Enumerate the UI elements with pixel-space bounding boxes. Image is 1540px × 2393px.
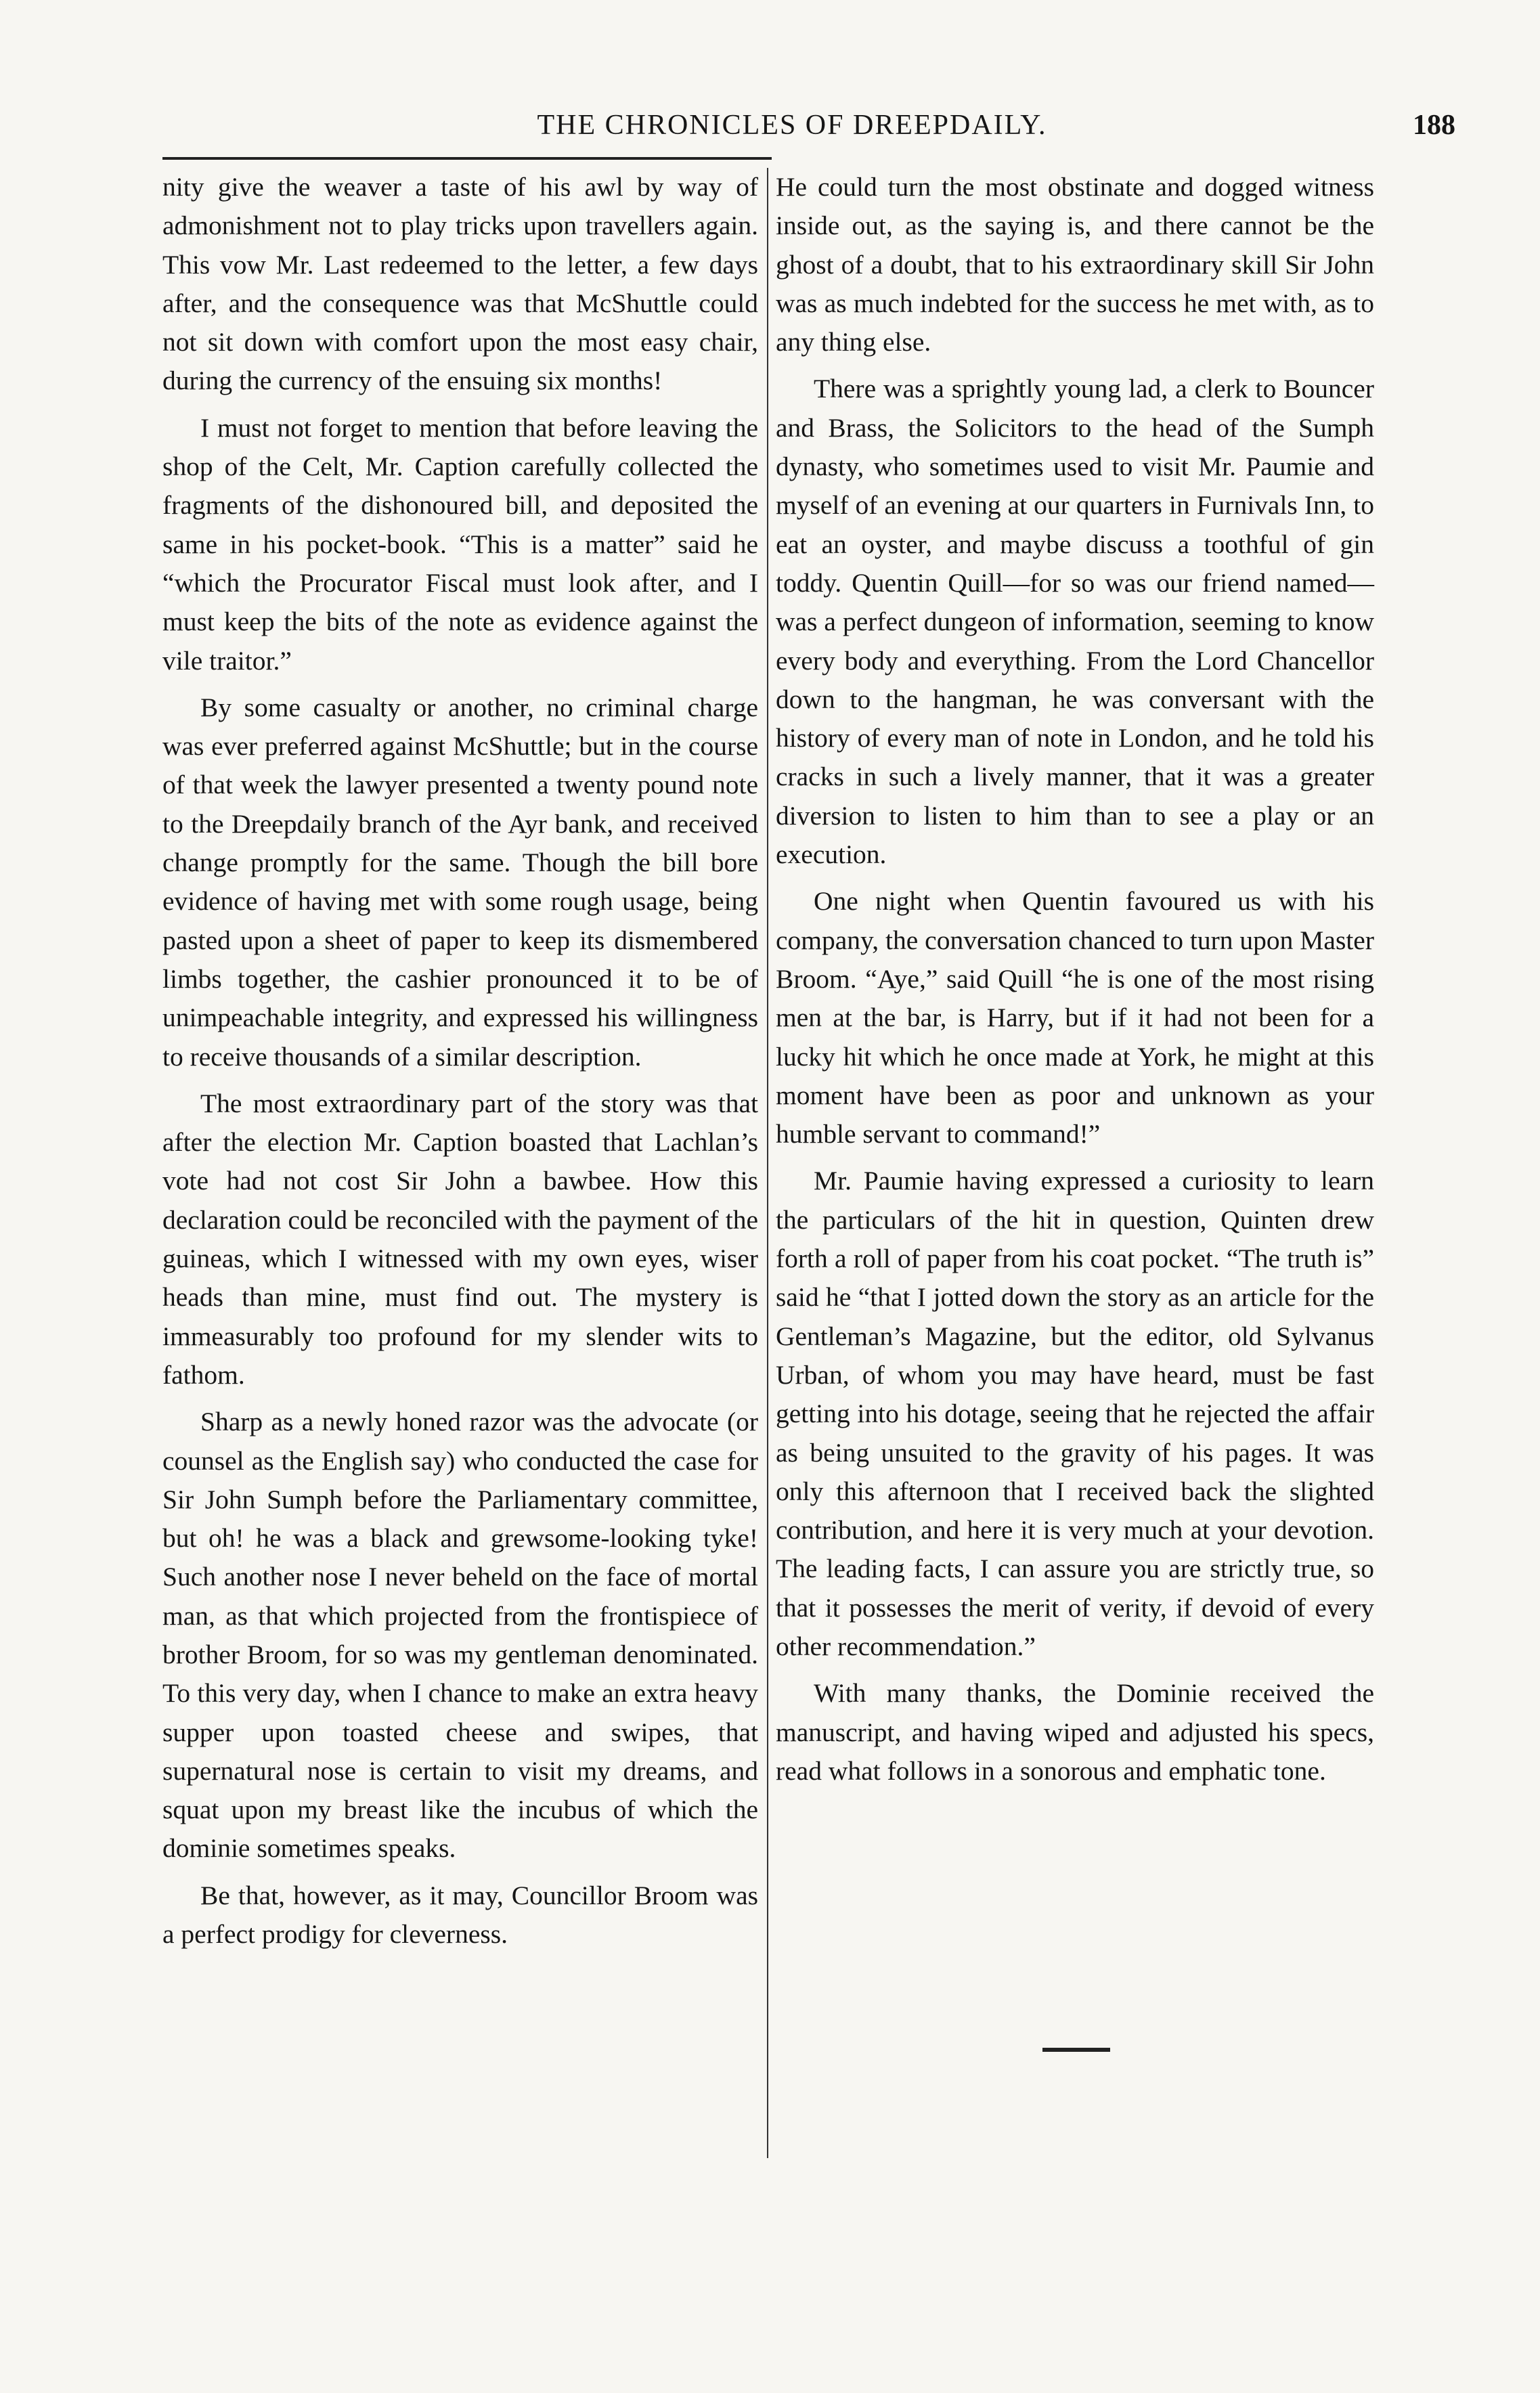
paragraph: The most extraordinary part of the story was that after the election Mr. Caption boasted that Lachlan’s vote had not cost Sir John a bawbee. How this declaration could be reconciled with the payment of the guineas, which I witnessed with my own eyes, wiser heads than mine, must find out. The mystery is immeasurably too profound for my slender wits to fathom. bbox=[162, 1088, 758, 1390]
paragraph: With many thanks, the Dominie received the manuscript, and having wiped and adjusted his specs, read what follows in a sonorous and emphatic tone. bbox=[776, 1678, 1374, 1786]
right-column bbox=[776, 168, 1374, 1791]
left-column bbox=[162, 168, 758, 1954]
paragraph: One night when Quentin favoured us with his company, the conversation chanced to turn upon Master Broom. “Aye,” said Quill “he is one of the most rising men at the bar, is Harry, but if it had not been for a lucky hit which he once made at York, he might at this moment have been as poor and unknown as your humble servant to command!” bbox=[776, 886, 1374, 1149]
running-head bbox=[156, 102, 1455, 149]
page-number: 188 bbox=[1413, 110, 1455, 141]
paragraph: Sharp as a newly honed razor was the advocate (or counsel as the English say) who conducted the case for Sir John Sumph before the Parliamentary committee, but oh! he was a black and grewsome-looking tyke! Such another nose I never beheld on the face of mortal man, as that which projected from the frontispiece of brother Broom, for so was my gentleman denominated. To this very day, when I chance to make an extra heavy supper upon toasted cheese and swipes, that supernatural nose is certain to visit my dreams, and squat upon my breast like the incubus of which the dominie sometimes speaks. bbox=[162, 1407, 758, 1864]
paragraph: By some casualty or another, no criminal charge was ever preferred against McShuttle; but in the course of that week the lawyer presented a twenty pound note to the Dreepdaily branch of the Ayr bank, and received change promptly for the same. Though the bill bore evidence of having met with some rough usage, being pasted upon a sheet of paper to keep its dismembered limbs together, the cashier pronounced it to be of unimpeachable integrity, and expressed his willingness to receive thousands of a similar description. bbox=[162, 692, 758, 1072]
paragraph: Be that, however, as it may, Councillor Broom was a perfect prodigy for cleverness. bbox=[162, 1880, 758, 1950]
paragraph: I must not forget to mention that before leaving the shop of the Celt, Mr. Caption carefully collected the fragments of the dishonoured bill, and deposited the same in his pocket-book. “This is a matter” said he “which the Procurator Fiscal must look after, and I must keep the bits of the note as evidence against the vile traitor.” bbox=[162, 412, 758, 676]
paragraph: nity give the weaver a taste of his awl by way of admonishment not to play tricks upon travellers again. This vow Mr. Last redeemed to the letter, a few days after, and the consequence was that McShuttle could not sit down with comfort upon the most easy chair, during the currency of the ensuing six months! bbox=[162, 172, 758, 396]
column-divider bbox=[767, 168, 768, 2158]
section-end-rule bbox=[1042, 2048, 1110, 2052]
header-rule bbox=[162, 157, 772, 160]
paragraph: He could turn the most obstinate and dogged witness inside out, as the saying is, and there cannot be the ghost of a doubt, that to his extraordinary skill Sir John was as much indebted for the success he met with, as to any thing else. bbox=[776, 172, 1374, 357]
paragraph: Mr. Paumie having expressed a curiosity to learn the particulars of the hit in question, Quinten drew forth a roll of paper from his coat pocket. “The truth is” said he “that I jotted down the story as an article for the Gentleman’s Magazine, but the editor, old Sylvanus Urban, of whom you may have heard, must be fast getting into his dotage, seeing that he rejected the affair as being unsuited to the gravity of his pages. It was only this afternoon that I received back the slighted contribution, and here it is very much at your devotion. The leading facts, I can assure you are strictly true, so that it possesses the merit of verity, if devoid of every other recommendation.” bbox=[776, 1166, 1374, 1661]
running-title: THE CHRONICLES OF DREEPDAILY. bbox=[537, 110, 1047, 141]
paragraph: There was a sprightly young lad, a clerk to Bouncer and Brass, the Solicitors to the head of the Sumph dynasty, who sometimes used to visit Mr. Paumie and myself of an evening at our quarters in Furnivals Inn, to eat an oyster, and maybe discuss a toothful of gin toddy. Quentin Quill—for so was our friend named—was a perfect dungeon of information, seeming to know every body and everything. From the Lord Chancellor down to the hangman, he was conversant with the history of every man of note in London, and he told his cracks in such a lively manner, that it was a greater diversion to listen to him than to see a play or an execution. bbox=[776, 374, 1374, 870]
